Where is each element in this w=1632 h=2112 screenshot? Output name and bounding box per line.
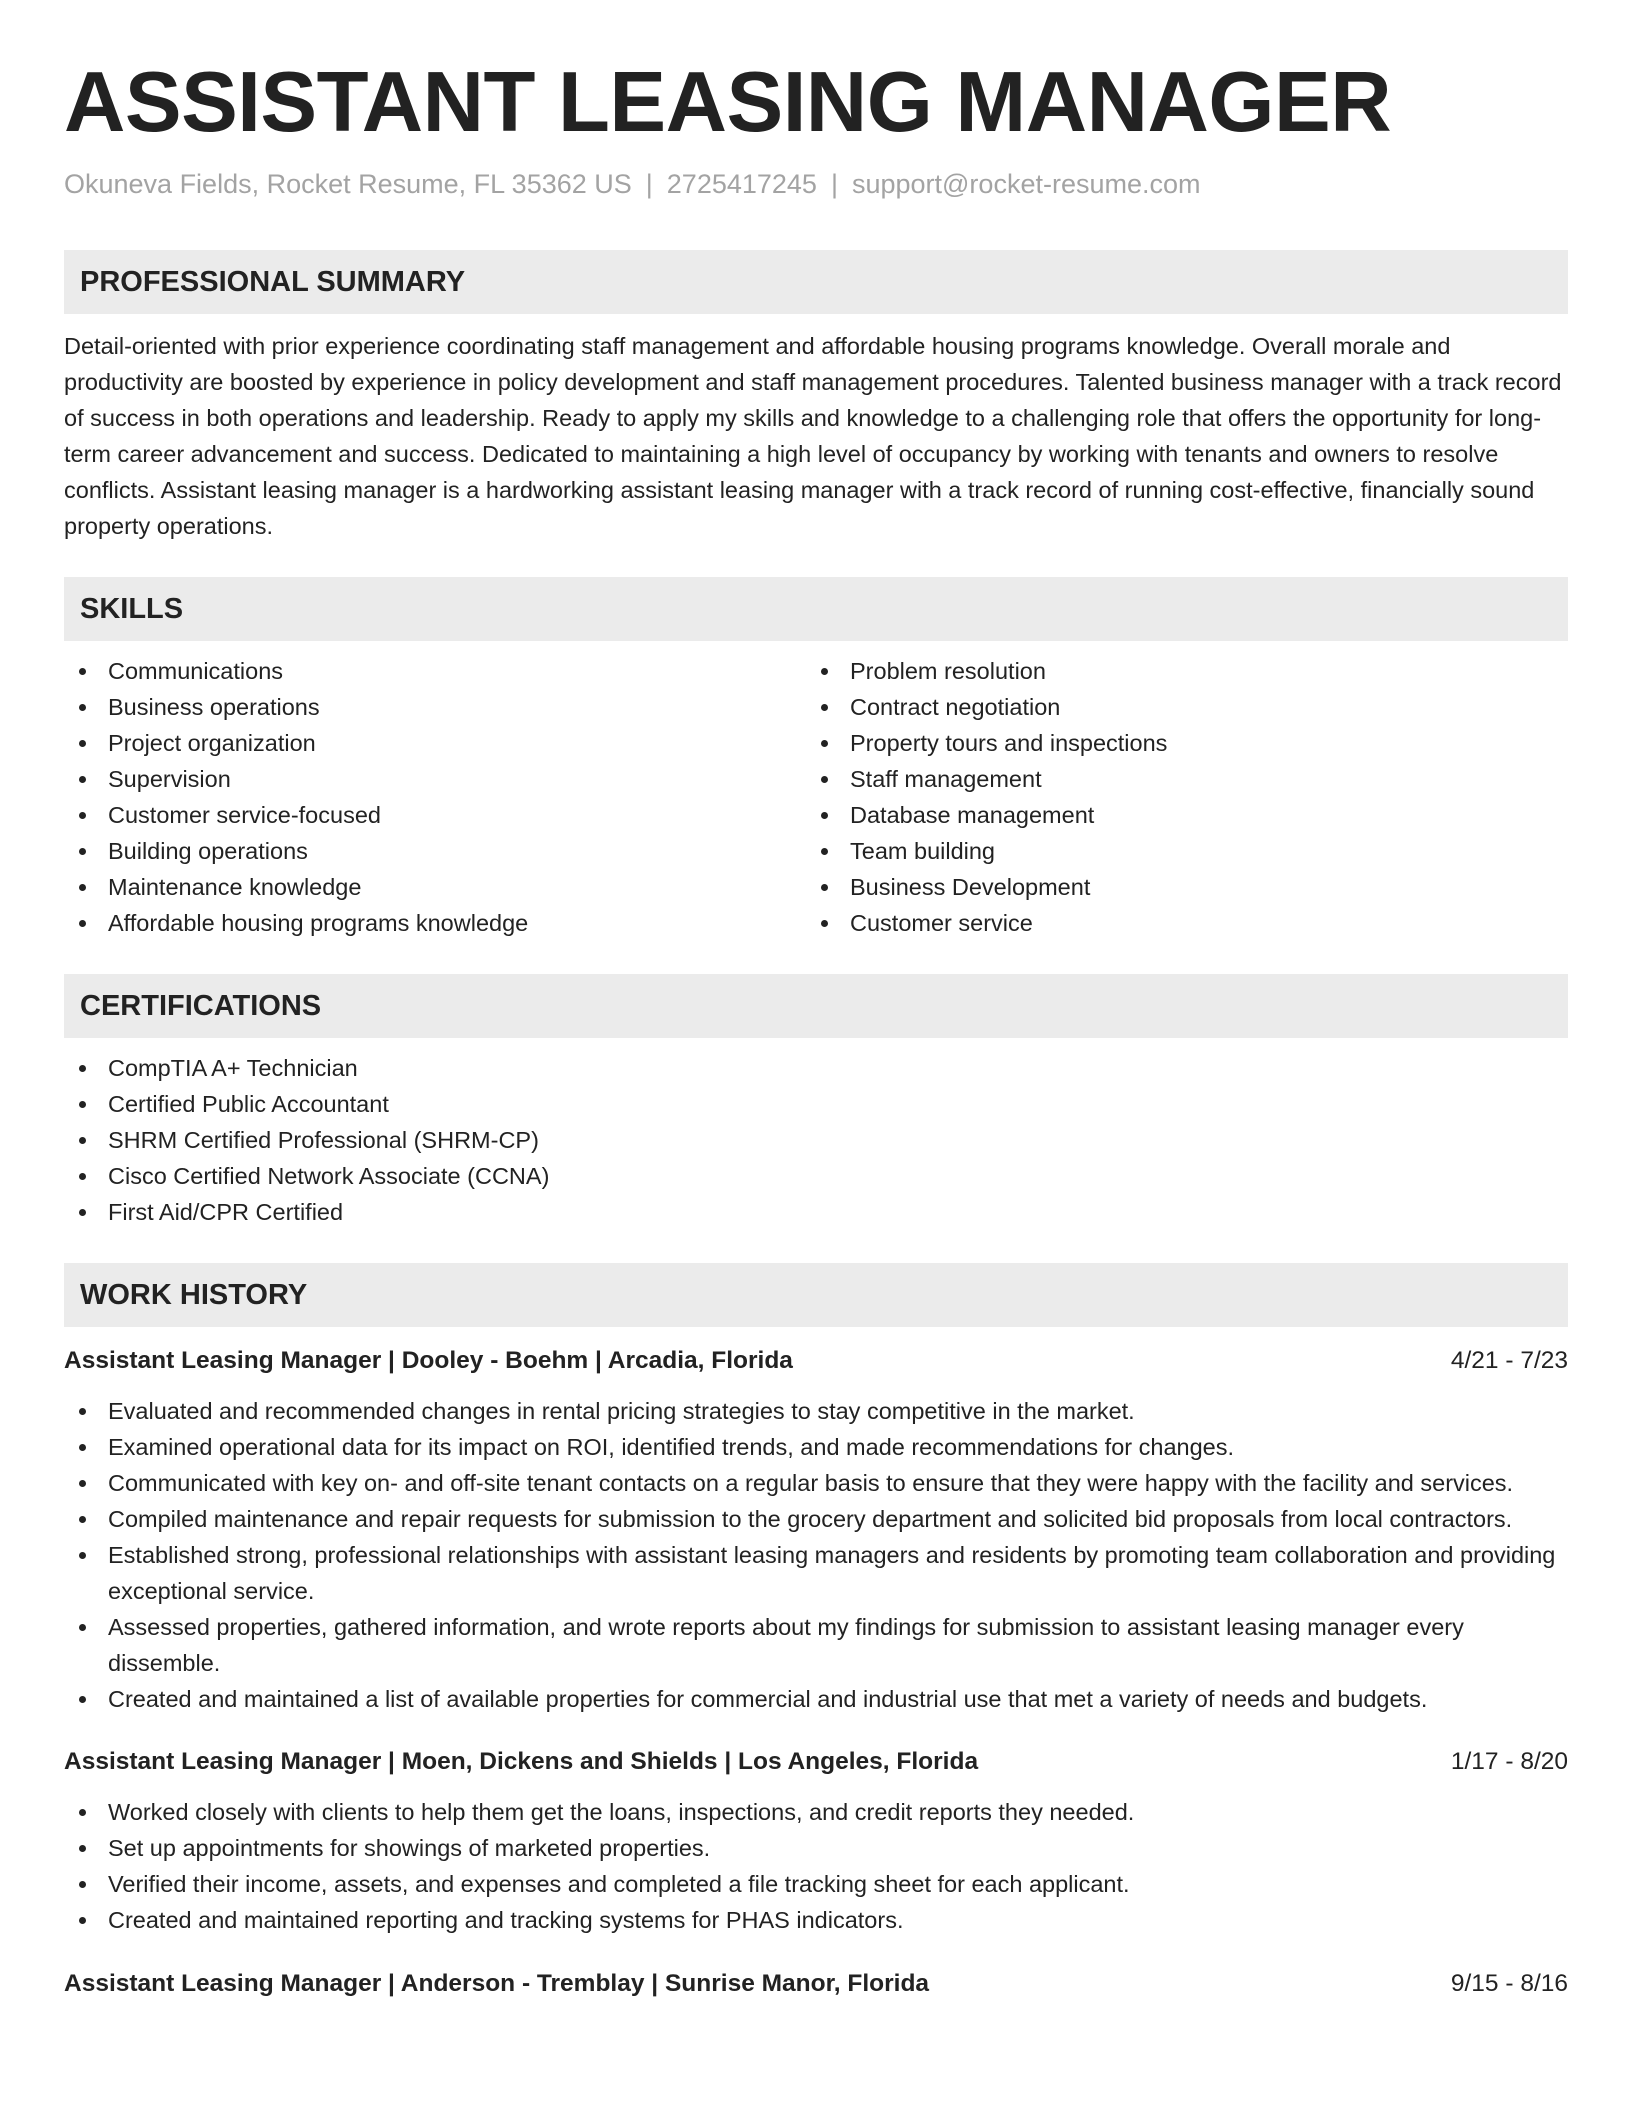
skill-item: Maintenance knowledge — [64, 869, 806, 905]
section-header-certifications: CERTIFICATIONS — [64, 974, 1568, 1038]
skills-list-right — [806, 653, 1548, 941]
skill-item: Contract negotiation — [806, 689, 1548, 725]
skill-item: Affordable housing programs knowledge — [64, 905, 806, 941]
job-dates: 9/15 - 8/16 — [1450, 1970, 1568, 1998]
skill-item: Team building — [806, 833, 1548, 869]
job-title: Assistant Leasing Manager | Moen, Dickens and Shields | Los Angeles, Florida — [64, 1748, 979, 1776]
skill-item: Database management — [806, 797, 1548, 833]
section-header-work-history: WORK HISTORY — [64, 1263, 1568, 1327]
certification-item: Certified Public Accountant — [64, 1086, 1568, 1122]
skill-item: Business Development — [806, 869, 1548, 905]
skill-item: Building operations — [64, 833, 806, 869]
job-bullet: Verified their income, assets, and expenses and completed a file tracking sheet for each applicant. — [64, 1866, 1568, 1902]
skill-item: Problem resolution — [806, 653, 1548, 689]
job-bullet: Assessed properties, gathered information, and wrote reports about my findings for submission to assistant leasing manager every dissemble. — [64, 1609, 1568, 1681]
job-bullet-list — [64, 1794, 1568, 1938]
job-header — [64, 1343, 1568, 1379]
section-header-skills: SKILLS — [64, 577, 1568, 641]
job-header — [64, 1744, 1568, 1780]
certification-item: CompTIA A+ Technician — [64, 1050, 1568, 1086]
job-bullet: Established strong, professional relationships with assistant leasing managers and residents by promoting team collaboration and providing exceptional service. — [64, 1537, 1568, 1609]
resume-page — [64, 0, 1568, 2002]
job-bullet: Set up appointments for showings of marketed properties. — [64, 1830, 1568, 1866]
job-dates: 4/21 - 7/23 — [1450, 1347, 1568, 1375]
job-bullet: Examined operational data for its impact on ROI, identified trends, and made recommendations for changes. — [64, 1429, 1568, 1465]
skill-item: Supervision — [64, 761, 806, 797]
job-bullet: Compiled maintenance and repair requests for submission to the grocery department and solicited bid proposals from local contractors. — [64, 1501, 1568, 1537]
contact-separator: | — [830, 169, 838, 199]
job-bullet: Communicated with key on- and off-site tenant contacts on a regular basis to ensure that they were happy with the facility and services. — [64, 1465, 1568, 1501]
skills-columns — [64, 653, 1568, 941]
section-header-summary: PROFESSIONAL SUMMARY — [64, 250, 1568, 314]
job-title: Assistant Leasing Manager | Anderson - Tremblay | Sunrise Manor, Florida — [64, 1970, 930, 1998]
skills-list-left — [64, 653, 806, 941]
contact-phone: 2725417245 — [666, 169, 817, 199]
contact-address: Okuneva Fields, Rocket Resume, FL 35362 US — [64, 169, 632, 199]
skill-item: Business operations — [64, 689, 806, 725]
summary-text: Detail-oriented with prior experience coordinating staff management and affordable housing programs knowledge. Overall morale and productivity are boosted by experience in policy development and staff management procedures. Talented business manager with a track record of success in both operations and leadership. Ready to apply my skills and knowledge to a challenging role that offers the opportunity for long-term career advancement and success. Dedicated to maintaining a high level of occupancy by working with tenants and owners to resolve conflicts. Assistant leasing manager is a hardworking assistant leasing manager with a track record of running cost-effective, financially sound property operations. — [64, 333, 1562, 540]
certification-item: Cisco Certified Network Associate (CCNA) — [64, 1158, 1568, 1194]
contact-separator: | — [645, 169, 653, 199]
skill-item: Customer service — [806, 905, 1548, 941]
skill-item: Project organization — [64, 725, 806, 761]
job-dates: 1/17 - 8/20 — [1450, 1748, 1568, 1776]
job-bullet: Created and maintained reporting and tracking systems for PHAS indicators. — [64, 1902, 1568, 1938]
contact-email: support@rocket-resume.com — [851, 169, 1201, 199]
job-bullet: Worked closely with clients to help them get the loans, inspections, and credit reports they needed. — [64, 1794, 1568, 1830]
skill-item: Communications — [64, 653, 806, 689]
certification-item: First Aid/CPR Certified — [64, 1194, 1568, 1230]
skill-item: Customer service-focused — [64, 797, 806, 833]
job-header — [64, 1966, 1568, 2002]
job-bullet-list — [64, 1393, 1568, 1717]
job-bullet: Created and maintained a list of available properties for commercial and industrial use that met a variety of needs and budgets. — [64, 1681, 1568, 1717]
job-title: Assistant Leasing Manager | Dooley - Boehm | Arcadia, Florida — [64, 1347, 793, 1375]
certifications-list — [64, 1050, 1568, 1230]
certification-item: SHRM Certified Professional (SHRM-CP) — [64, 1122, 1568, 1158]
job-bullet: Evaluated and recommended changes in rental pricing strategies to stay competitive in the market. — [64, 1393, 1568, 1429]
resume-title: ASSISTANT LEASING MANAGER — [64, 55, 1392, 150]
contact-line — [64, 168, 1568, 200]
skill-item: Staff management — [806, 761, 1548, 797]
skill-item: Property tours and inspections — [806, 725, 1548, 761]
